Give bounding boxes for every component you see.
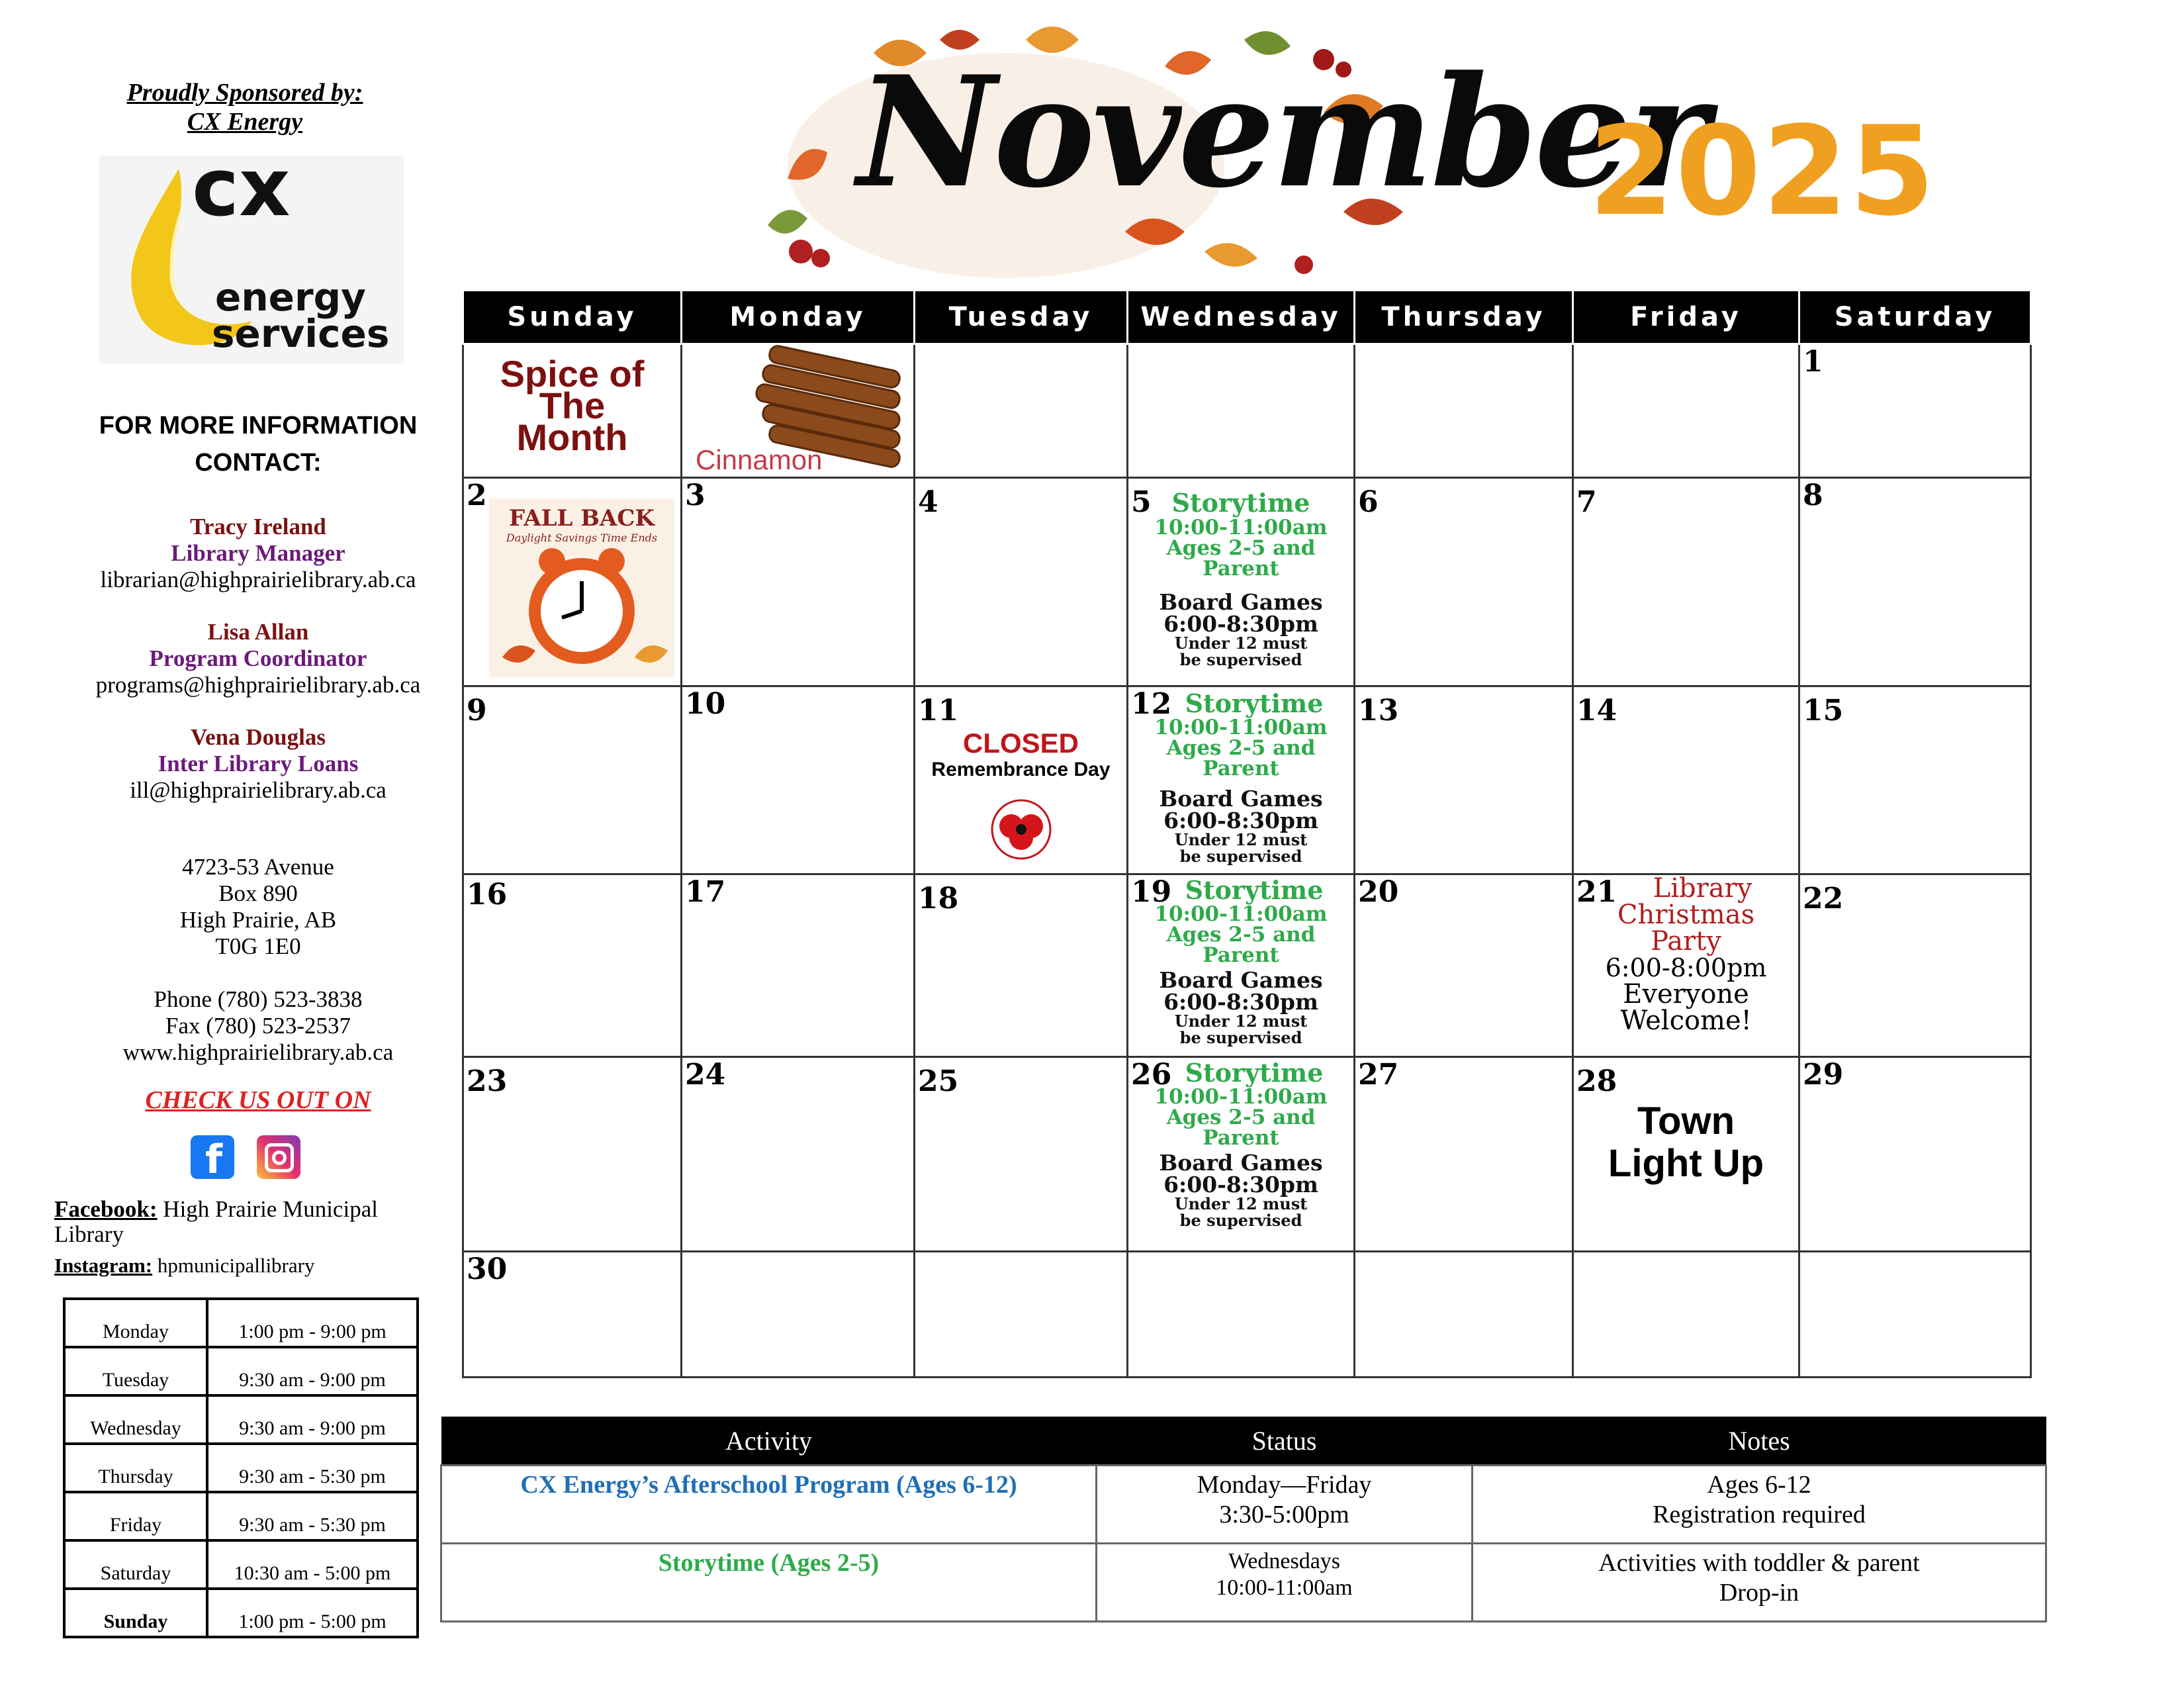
spice-name: Cinnamon [696, 444, 823, 475]
day-number: 28 [1576, 1064, 1617, 1098]
christmas-party-event: Library Christmas Party 6:00-8:00pm Everyone Welcome! [1605, 873, 1767, 1036]
poppy-icon [975, 793, 1068, 866]
day-cell [1573, 478, 1799, 686]
day-number: 2 [467, 479, 487, 512]
logo-cx: cx [192, 142, 291, 234]
day-number: 10 [685, 687, 726, 721]
calendar-week [463, 1252, 2031, 1378]
day-number: 13 [1358, 694, 1399, 727]
calendar-week [463, 686, 2031, 874]
storytime-event: Storytime [1185, 688, 1324, 718]
facebook-link[interactable]: High Prairie Municipal Library [54, 1196, 378, 1247]
day-cell [682, 1057, 915, 1252]
hours-row: Thursday 9:30 am - 5:30 pm [64, 1444, 418, 1492]
day-number: 26 [1131, 1058, 1172, 1092]
day-cell [463, 478, 682, 686]
facebook-icon[interactable]: f [191, 1135, 234, 1179]
activity-name: Storytime (Ages 2-5) [441, 1544, 1097, 1622]
calendar-week [463, 874, 2031, 1057]
day-cell-empty [915, 344, 1128, 478]
day-cell [682, 874, 915, 1057]
day-number: 19 [1131, 875, 1172, 909]
column-header: Status [1097, 1417, 1473, 1466]
activity-status: Monday—Friday 3:30-5:00pm [1097, 1466, 1473, 1544]
facebook-line: Facebook: High Prairie Municipal Library [54, 1196, 378, 1247]
day-cell [915, 478, 1128, 686]
day-cell-empty [1355, 344, 1573, 478]
email-link[interactable]: librarian@highprairielibrary.ab.ca [100, 567, 416, 592]
hours-row: Friday 9:30 am - 5:30 pm [64, 1492, 418, 1540]
day-cell [463, 1252, 682, 1378]
day-cell-empty [1573, 1252, 1799, 1378]
contact-vena: Vena Douglas Inter Library Loans ill@highprairielibrary.ab.ca [53, 724, 463, 804]
day-cell [1128, 686, 1355, 874]
day-cell [1128, 874, 1355, 1057]
mailing-address: 4723-53 Avenue Box 890 High Prairie, AB T0G 1E0 [179, 854, 337, 959]
day-cell [1355, 686, 1573, 874]
remembrance-day-cell [915, 686, 1128, 874]
activity-table [440, 1417, 2047, 1622]
day-cell [1128, 1057, 1355, 1252]
day-number: 22 [1803, 882, 1844, 915]
storytime-details: 10:00-11:00am Ages 2-5 and Parent [1154, 716, 1328, 780]
hours-row: Sunday 1:00 pm - 5:00 pm [64, 1589, 418, 1637]
instagram-icon[interactable] [257, 1135, 300, 1179]
year-title: 2025 [1588, 99, 1936, 243]
day-number: 25 [918, 1064, 959, 1098]
spice-title: Spice of The Month [500, 353, 645, 458]
day-number: 8 [1803, 479, 1823, 512]
storytime-event: Storytime [1185, 1058, 1324, 1088]
day-number: 27 [1358, 1058, 1399, 1092]
fall-back-title: FALL BACK [509, 505, 655, 532]
storytime-details: 10:00-11:00am Ages 2-5 and Parent [1154, 902, 1328, 967]
contact-lisa: Lisa Allan Program Coordinator programs@highprairielibrary.ab.ca [53, 619, 463, 698]
day-cell [1128, 478, 1355, 686]
day-number: 24 [685, 1058, 726, 1092]
day-cell [1799, 478, 2031, 686]
day-number: 20 [1358, 875, 1399, 909]
instagram-link[interactable]: hpmunicipallibrary [157, 1254, 315, 1277]
weekday-header: Friday [1573, 291, 1799, 344]
storytime-details: 10:00-11:00am Ages 2-5 and Parent [1154, 1085, 1328, 1150]
day-cell-empty [1799, 1252, 2031, 1378]
day-number: 6 [1358, 485, 1379, 519]
table-row [441, 1466, 2046, 1544]
table-row [441, 1544, 2046, 1622]
day-cell [1799, 344, 2031, 478]
day-cell-empty [915, 1252, 1128, 1378]
day-number: 16 [467, 878, 508, 912]
day-cell [1355, 874, 1573, 1057]
day-cell [1573, 686, 1799, 874]
town-light-up-event: Town Light Up [1608, 1100, 1764, 1185]
contact-tracy: Tracy Ireland Library Manager librarian@highprairielibrary.ab.ca [53, 514, 463, 593]
alarm-clock-icon [489, 545, 674, 677]
hours-table [63, 1297, 419, 1638]
check-us-out-label: CHECK US OUT ON [145, 1086, 371, 1114]
fall-back-image [489, 498, 674, 677]
storytime-event: Storytime [1185, 875, 1324, 905]
day-cell [1799, 1057, 2031, 1252]
month-title: November [857, 43, 1707, 222]
instagram-lens [272, 1150, 287, 1165]
board-games-event: Board Games 6:00-8:30pm Under 12 must be supervised [1159, 967, 1323, 1047]
calendar-week [463, 1057, 2031, 1252]
day-number: 3 [685, 479, 705, 512]
day-number: 29 [1803, 1058, 1844, 1092]
activity-status: Wednesdays 10:00-11:00am [1097, 1544, 1473, 1622]
website-link[interactable]: www.highprairielibrary.ab.ca [122, 1039, 394, 1065]
day-cell [463, 874, 682, 1057]
day-cell [463, 686, 682, 874]
activity-header-row [441, 1417, 2046, 1466]
email-link[interactable]: ill@highprairielibrary.ab.ca [130, 777, 387, 803]
instagram-line: Instagram: hpmunicipallibrary [54, 1254, 315, 1277]
day-number: 14 [1576, 694, 1617, 727]
day-cell [1799, 686, 2031, 874]
calendar-week [463, 478, 2031, 686]
hours-row: Monday 1:00 pm - 9:00 pm [64, 1299, 418, 1347]
day-cell [1799, 874, 2031, 1057]
day-number: 7 [1576, 485, 1597, 519]
day-number: 15 [1803, 694, 1844, 727]
weekday-header: Tuesday [915, 291, 1128, 344]
activity-name: CX Energy’s Afterschool Program (Ages 6-12) [441, 1466, 1097, 1544]
cinnamon-cell [682, 344, 915, 478]
day-number: 23 [467, 1064, 508, 1098]
sponsor-credit: Proudly Sponsored by: CX Energy [126, 79, 363, 136]
hours-row: Tuesday 9:30 am - 9:00 pm [64, 1347, 418, 1395]
column-header: Notes [1473, 1417, 2046, 1466]
board-games-event: Board Games 6:00-8:30pm Under 12 must be supervised [1159, 589, 1323, 669]
board-games-event: Board Games 6:00-8:30pm Under 12 must be supervised [1159, 1150, 1323, 1230]
day-cell [1355, 1057, 1573, 1252]
day-cell [915, 874, 1128, 1057]
day-number: 9 [467, 694, 487, 727]
town-light-up-cell [1573, 1057, 1799, 1252]
day-number: 18 [918, 882, 959, 915]
weekday-header: Monday [682, 291, 915, 344]
fax-number: Fax (780) 523-2537 [165, 1013, 351, 1039]
cx-energy-logo [99, 142, 404, 364]
storytime-event: Storytime 10:00-11:00am Ages 2-5 and Parent [1154, 488, 1328, 581]
weekday-header: Saturday [1799, 291, 2031, 344]
day-cell-empty [1128, 344, 1355, 478]
day-number: 1 [1803, 345, 1823, 379]
column-header: Activity [441, 1417, 1097, 1466]
contact-heading: FOR MORE INFORMATION CONTACT: [99, 412, 418, 477]
day-cell [682, 478, 915, 686]
day-number: 17 [685, 875, 726, 909]
board-games-event: Board Games 6:00-8:30pm Under 12 must be supervised [1159, 786, 1323, 866]
christmas-party-cell [1573, 874, 1799, 1057]
day-cell [463, 1057, 682, 1252]
day-number: 4 [918, 485, 938, 519]
day-number: 30 [467, 1252, 508, 1286]
day-cell [682, 686, 915, 874]
activity-notes: Ages 6-12 Registration required [1473, 1466, 2046, 1544]
day-cell [915, 1057, 1128, 1252]
day-cell-empty [1573, 344, 1799, 478]
weekday-header: Thursday [1355, 291, 1573, 344]
weekday-header-row [463, 291, 2031, 344]
day-cell-empty [1355, 1252, 1573, 1378]
hours-row: Wednesday 9:30 am - 9:00 pm [64, 1395, 418, 1444]
hours-row: Saturday 10:30 am - 5:00 pm [64, 1540, 418, 1589]
weekday-header: Wednesday [1128, 291, 1355, 344]
phone-number: Phone (780) 523-3838 [154, 986, 363, 1012]
weekday-header: Sunday [463, 291, 682, 344]
day-cell-empty [1128, 1252, 1355, 1378]
closed-notice: CLOSED Remembrance Day [931, 727, 1111, 780]
day-number: 5 [1131, 485, 1152, 519]
day-cell-empty [682, 1252, 915, 1378]
logo-energy: energy [215, 275, 366, 320]
spice-of-month-cell [463, 344, 682, 478]
day-number: 21 [1576, 875, 1617, 909]
email-link[interactable]: programs@highprairielibrary.ab.ca [95, 672, 421, 698]
day-cell [1355, 478, 1573, 686]
calendar-week [463, 344, 2031, 478]
day-number: 12 [1131, 687, 1172, 721]
day-number: 11 [918, 694, 959, 727]
phone-block [53, 986, 463, 1066]
fall-back-subtitle: Daylight Savings Time Ends [506, 532, 658, 544]
activity-notes: Activities with toddler & parent Drop-in [1473, 1544, 2046, 1622]
calendar-grid [462, 291, 2032, 1378]
logo-services: services [212, 311, 390, 356]
